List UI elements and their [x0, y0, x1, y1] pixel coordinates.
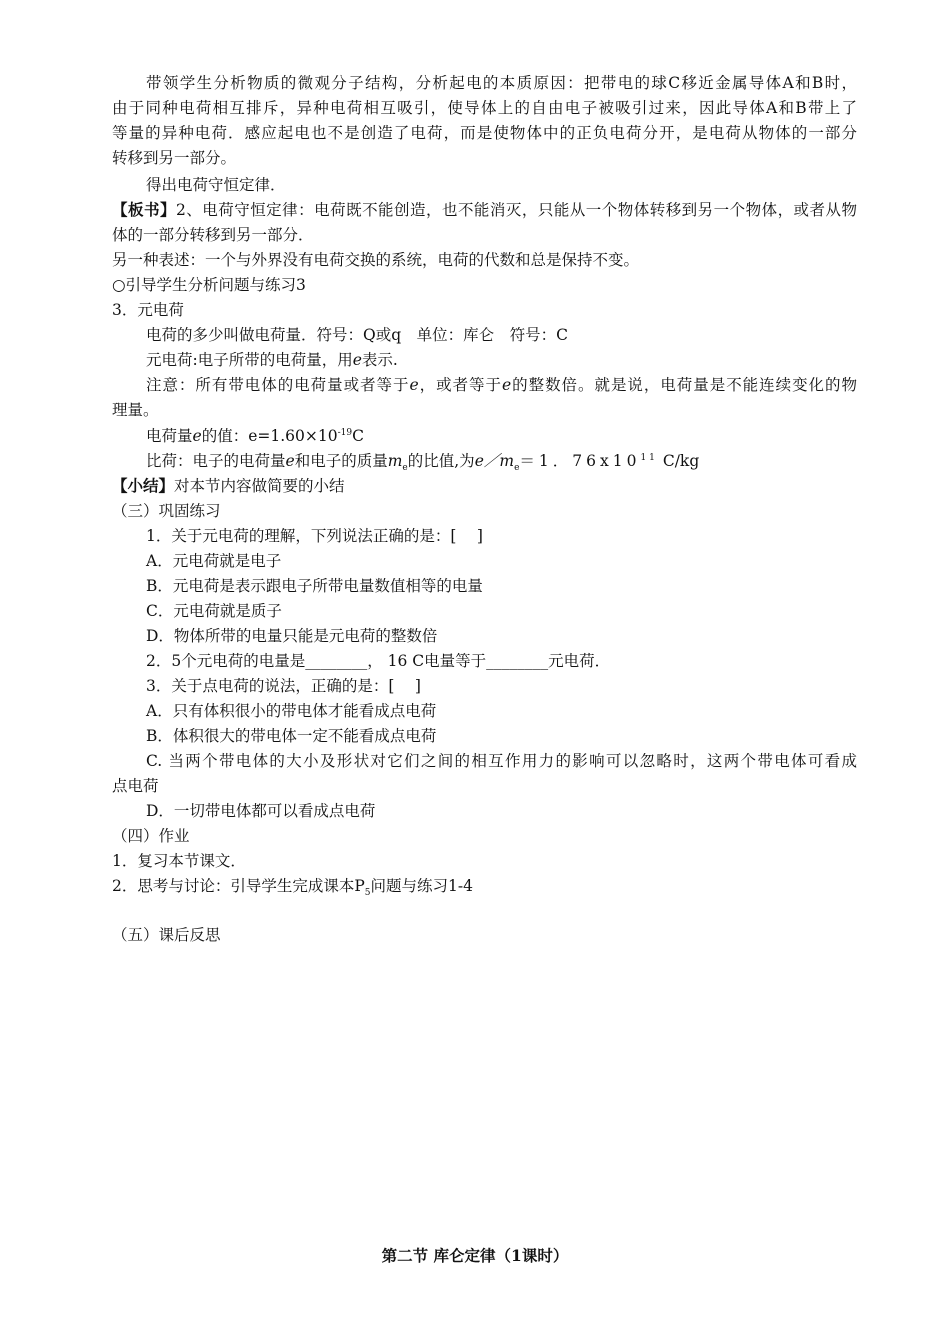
- board-line1: [112, 200, 857, 220]
- practice-title: （三）巩固练习: [112, 502, 221, 520]
- e-value-formula: e=1.60×10: [248, 427, 338, 445]
- note-c: 的整数倍。就是说，电荷量是不能连续变化的物: [511, 376, 857, 394]
- para1-line4: 转移到另一部分。: [112, 149, 237, 167]
- homework-item-2: [112, 876, 857, 899]
- elementary-suffix: 表示.: [361, 351, 398, 369]
- summary-tag: 【小结】: [112, 476, 175, 495]
- charge-amount-line: 电荷的多少叫做电荷量．符号：Q或q 单位：库仑 符号：C: [146, 326, 568, 344]
- note-e1: e: [409, 376, 419, 394]
- note-b: ，或者等于: [418, 376, 502, 394]
- q1-option-a: A．元电荷就是电子: [146, 552, 282, 570]
- specific-exponent: 11: [640, 452, 658, 463]
- note-e2: e: [501, 376, 512, 394]
- summary-text: 对本节内容做简要的小结: [174, 477, 345, 495]
- specific-unit: C/kg: [662, 452, 700, 470]
- elementary-charge-line: [146, 350, 857, 370]
- q3-option-c-line2: 点电荷: [112, 777, 159, 795]
- e-value-symbol: e: [192, 427, 202, 445]
- q1-stem: 1．关于元电荷的理解，下列说法正确的是：[ ]: [146, 527, 483, 545]
- board-text1: 2、电荷守恒定律：电荷既不能创造，也不能消灭，只能从一个物体转移到另一个物体，或者从物: [175, 201, 857, 219]
- elementary-prefix: 元电荷:电子所带的电荷量，用: [146, 351, 353, 369]
- board-tag: 【板书】: [112, 200, 176, 219]
- e-value-line: [146, 426, 857, 446]
- q3-stem: 3．关于点电荷的说法，正确的是：[ ]: [146, 677, 421, 695]
- summary-line: [112, 476, 857, 496]
- note-a: 注意：所有带电体的电荷量或者等于: [146, 376, 410, 394]
- q3-option-d: D．一切带电体都可以看成点电荷: [146, 802, 376, 820]
- specific-mid2: 的比值,为: [407, 452, 475, 470]
- specific-ratio-sub: e: [514, 463, 520, 474]
- para1-line3: 等量的异种电荷．感应起电也不是创造了电荷，而是使物体中的正负电荷分开，是电荷从物体的一部分: [112, 124, 857, 142]
- note-line1: [146, 375, 857, 395]
- section3-title: 3．元电荷: [112, 301, 184, 319]
- hw2-sub: 5: [364, 888, 371, 899]
- specific-prefix: 比荷：电子的电荷量: [146, 452, 286, 470]
- elementary-symbol: e: [352, 351, 362, 369]
- q3-option-c-line1: C. 当两个带电体的大小及形状对它们之间的相互作用力的影响可以忽略时，这两个带电体可看成: [146, 752, 857, 770]
- hw2-prefix: 2．思考与讨论：引导学生完成课本P: [112, 877, 365, 895]
- e-value-unit: C: [352, 427, 364, 445]
- specific-e: e: [285, 452, 295, 470]
- next-section-title: 第二节 库仑定律（1课时）: [381, 1246, 569, 1265]
- e-value-exponent: -19: [337, 427, 353, 438]
- note-line2: 理量。: [112, 401, 159, 419]
- q1-option-b: B．元电荷是表示跟电子所带电量数值相等的电量: [146, 577, 483, 595]
- e-value-mid: 的值：: [201, 427, 249, 445]
- specific-m: m: [387, 452, 403, 470]
- specific-mid: 和电子的质量: [294, 452, 388, 470]
- q1-option-c: C．元电荷就是质子: [146, 602, 282, 620]
- guide-line: ○引导学生分析问题与练习3: [112, 276, 306, 294]
- q3-option-a: A．只有体积很小的带电体才能看成点电荷: [146, 702, 437, 720]
- para1-line1: 带领学生分析物质的微观分子结构，分析起电的本质原因：把带电的球C移近金属导体A和B时，: [146, 74, 857, 92]
- conclusion-line: 得出电荷守恒定律．: [146, 176, 286, 194]
- reflection-title: （五）课后反思: [112, 926, 221, 944]
- homework-item-1: 1．复习本节课文．: [112, 852, 246, 870]
- q1-option-d: D．物体所带的电量只能是元电荷的整数倍: [146, 627, 438, 645]
- q3-option-b: B．体积很大的带电体一定不能看成点电荷: [146, 727, 437, 745]
- homework-title: （四）作业: [112, 827, 190, 845]
- specific-value: ＝1．76x10: [519, 452, 641, 470]
- specific-charge-line: [146, 451, 857, 474]
- e-value-prefix: 电荷量: [146, 427, 193, 445]
- board-line2: 体的一部分转移到另一部分．: [112, 226, 314, 244]
- other-statement: 另一种表述：一个与外界没有电荷交换的系统，电荷的代数和总是保持不变。: [112, 251, 640, 269]
- specific-ratio: e／m: [474, 452, 515, 470]
- para1-line2: 由于同种电荷相互排斥，异种电荷相互吸引，使导体上的自由电子被吸引过来，因此导体A和B带上了: [112, 99, 857, 117]
- hw2-suffix: 问题与练习1-4: [370, 877, 473, 895]
- q2-line: 2．5个元电荷的电量是________， 16 C电量等于________元电荷．: [146, 652, 611, 670]
- specific-m-sub: e: [402, 463, 408, 474]
